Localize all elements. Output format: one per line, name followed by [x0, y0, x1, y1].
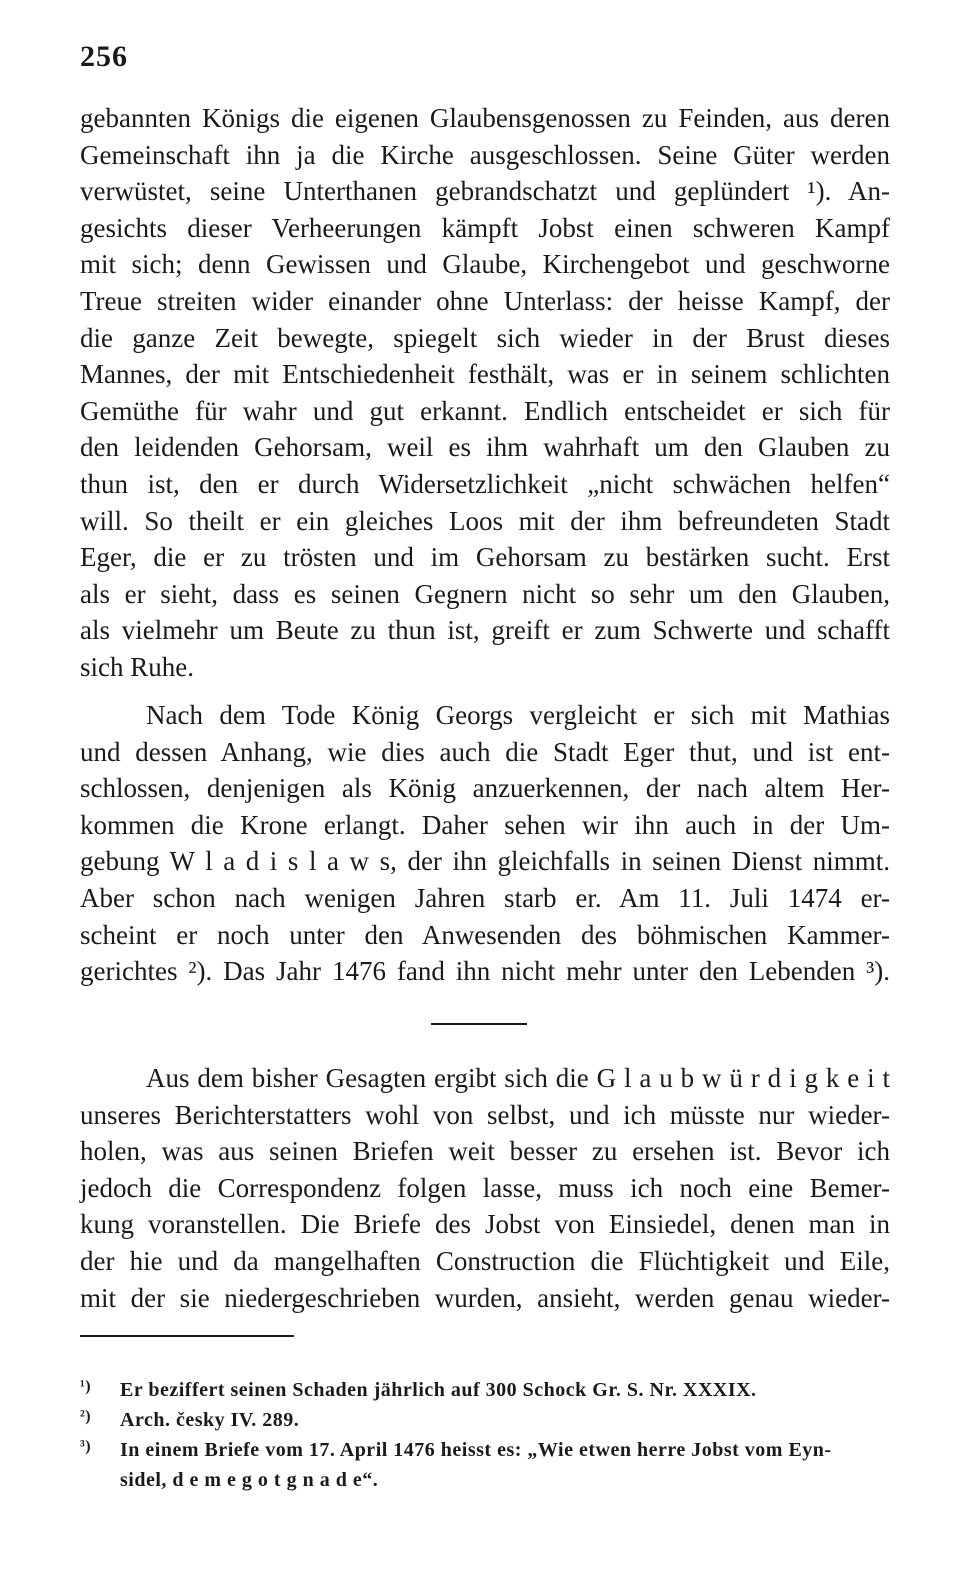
text-line: thun ist, den er durch Widersetzlichkeit „nicht schwächen helfen“: [80, 468, 890, 499]
footnote-divider: [80, 1335, 294, 1337]
footnote-mark: ³): [80, 1438, 92, 1455]
text-line: kommen die Krone erlangt. Daher sehen wir ihn auch in der Um-: [80, 809, 890, 840]
text-line: den leidenden Gehorsam, weil es ihm wahrhaft um den Glauben zu: [80, 432, 890, 463]
footnote-1: [80, 1375, 890, 1405]
text-line: Mannes, der mit Entschiedenheit festhält, was er in seinem schlichten: [80, 359, 890, 390]
section-divider: [431, 1023, 527, 1025]
text-line: Nach dem Tode König Georgs vergleicht er sich mit Mathias: [146, 700, 890, 730]
footnote-2: [80, 1405, 890, 1435]
text-line: gebung W l a d i s l a w s, der ihn gleichfalls in seinen Dienst nimmt.: [80, 846, 890, 877]
footnote-mark: ²): [80, 1408, 92, 1425]
text-line: scheint er noch unter den Anwesenden des böhmischen Kammer-: [80, 919, 890, 950]
text-line: als vielmehr um Beute zu thun ist, greift er zum Schwerte und schafft: [80, 615, 890, 646]
text-line: jedoch die Correspondenz folgen lasse, muss ich noch eine Bemer-: [80, 1172, 890, 1203]
page-number: 256: [80, 40, 128, 73]
text-line: verwüstet, seine Unterthanen gebrandschatzt und geplündert ¹). An-: [80, 176, 890, 207]
text-line: gebannten Königs die eigenen Glaubensgenossen zu Feinden, aus deren: [80, 103, 890, 133]
text-line: gerichtes ²). Das Jahr 1476 fand ihn nicht mehr unter den Lebenden ³).: [80, 956, 890, 987]
footnotes: [80, 1375, 890, 1495]
text-line: gesichts dieser Verheerungen kämpft Jobst einen schweren Kampf: [80, 212, 890, 243]
footnote-3: [80, 1435, 890, 1465]
text-line: unseres Berichterstatters wohl von selbst, und ich müsste nur wieder-: [80, 1099, 890, 1130]
text-line: Treue streiten wider einander ohne Unterlass: der heisse Kampf, der: [80, 285, 890, 316]
text-line: holen, was aus seinen Briefen weit besser zu ersehen ist. Bevor ich: [80, 1136, 890, 1167]
text-line: Gemeinschaft ihn ja die Kirche ausgeschlossen. Seine Güter werden: [80, 139, 890, 170]
text-line: Gemüthe für wahr und gut erkannt. Endlich entscheidet er sich für: [80, 395, 890, 426]
text-line: als er sieht, dass es seinen Gegnern nicht so sehr um den Glauben,: [80, 578, 890, 609]
paragraph-2: [80, 697, 890, 990]
text-line: Aber schon nach wenigen Jahren starb er. Am 11. Juli 1474 er-: [80, 882, 890, 913]
text-line: sich Ruhe.: [80, 651, 194, 682]
text-line: Eger, die er zu trösten und im Gehorsam zu bestärken sucht. Erst: [80, 542, 890, 573]
paragraph-1: [80, 100, 890, 686]
text-line: mit der sie niedergeschrieben wurden, ansieht, werden genau wieder-: [80, 1282, 890, 1313]
footnote-text: In einem Briefe vom 17. April 1476 heisst es: „Wie etwen herre Jobst vom Eyn-: [120, 1439, 832, 1461]
text-line: will. So theilt er ein gleiches Loos mit der ihm befreundeten Stadt: [80, 505, 890, 536]
footnote-text: Arch. česky IV. 289.: [120, 1409, 300, 1431]
footnote-3-continuation: sidel, d e m e g o t g n a d e“.: [120, 1469, 379, 1491]
text-line: mit sich; denn Gewissen und Glaube, Kirchengebot und geschworne: [80, 249, 890, 280]
footnote-text: Er beziffert seinen Schaden jährlich auf 300 Schock Gr. S. Nr. XXXIX.: [120, 1379, 757, 1401]
text-line: kung voranstellen. Die Briefe des Jobst von Einsiedel, denen man in: [80, 1209, 890, 1240]
text-line: schlossen, denjenigen als König anzuerkennen, der nach altem Her-: [80, 773, 890, 804]
text-line: der hie und da mangelhaften Construction die Flüchtigkeit und Eile,: [80, 1245, 890, 1276]
text-line: die ganze Zeit bewegte, spiegelt sich wieder in der Brust dieses: [80, 322, 890, 353]
paragraph-3: [80, 1060, 890, 1316]
text-line: und dessen Anhang, wie dies auch die Stadt Eger thut, und ist ent-: [80, 736, 890, 767]
text-line: Aus dem bisher Gesagten ergibt sich die G l a u b w ü r d i g k e i t: [146, 1063, 890, 1093]
footnote-mark: ¹): [80, 1378, 92, 1395]
